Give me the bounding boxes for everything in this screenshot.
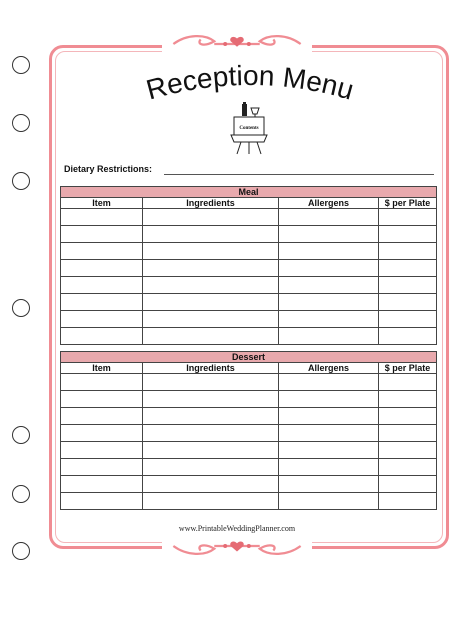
table-cell[interactable] <box>279 311 379 328</box>
table-cell[interactable] <box>143 328 279 345</box>
table-cell[interactable] <box>279 277 379 294</box>
binder-hole-3 <box>12 172 30 190</box>
table-cell[interactable] <box>279 476 379 493</box>
col-allergens: Allergens <box>279 363 379 374</box>
menu-stand-icon <box>226 102 272 156</box>
title-text: Reception Menu <box>142 60 358 106</box>
table-row <box>61 476 437 493</box>
dietary-restrictions-label: Dietary Restrictions: <box>64 164 153 174</box>
table-cell[interactable] <box>61 209 143 226</box>
table-cell[interactable] <box>279 442 379 459</box>
table-cell[interactable] <box>279 328 379 345</box>
table-cell[interactable] <box>143 209 279 226</box>
table-cell[interactable] <box>279 493 379 510</box>
table-cell[interactable] <box>279 260 379 277</box>
table-cell[interactable] <box>379 243 437 260</box>
table-cell[interactable] <box>379 374 437 391</box>
table-cell[interactable] <box>379 391 437 408</box>
svg-text:Reception Menu <box>143 60 357 106</box>
binder-hole-4 <box>12 299 30 317</box>
binder-hole-1 <box>12 56 30 74</box>
binder-hole-7 <box>12 542 30 560</box>
table-cell[interactable] <box>279 226 379 243</box>
table-cell[interactable] <box>379 311 437 328</box>
binder-hole-6 <box>12 485 30 503</box>
table-cell[interactable] <box>143 294 279 311</box>
table-cell[interactable] <box>61 328 143 345</box>
table-cell[interactable] <box>61 493 143 510</box>
table-cell[interactable] <box>379 493 437 510</box>
table-cell[interactable] <box>143 226 279 243</box>
table-cell[interactable] <box>379 425 437 442</box>
table-row <box>61 311 437 328</box>
table-cell[interactable] <box>279 209 379 226</box>
table-cell[interactable] <box>61 476 143 493</box>
top-ornament-icon <box>162 34 312 54</box>
table-cell[interactable] <box>379 408 437 425</box>
table-cell[interactable] <box>379 209 437 226</box>
table-cell[interactable] <box>279 408 379 425</box>
table-row <box>61 391 437 408</box>
dessert-section-title: Dessert <box>61 352 437 363</box>
table-cell[interactable] <box>143 243 279 260</box>
table-cell[interactable] <box>143 311 279 328</box>
table-cell[interactable] <box>279 459 379 476</box>
table-row <box>61 425 437 442</box>
table-cell[interactable] <box>279 374 379 391</box>
table-cell[interactable] <box>379 277 437 294</box>
table-row <box>61 459 437 476</box>
table-cell[interactable] <box>143 425 279 442</box>
table-cell[interactable] <box>143 459 279 476</box>
table-cell[interactable] <box>61 243 143 260</box>
table-cell[interactable] <box>61 459 143 476</box>
table-cell[interactable] <box>143 408 279 425</box>
table-cell[interactable] <box>279 243 379 260</box>
table-cell[interactable] <box>61 226 143 243</box>
dessert-column-headers <box>61 363 437 374</box>
table-cell[interactable] <box>61 391 143 408</box>
table-row <box>61 328 437 345</box>
dessert-section-header <box>61 352 437 363</box>
table-cell[interactable] <box>279 391 379 408</box>
table-cell[interactable] <box>279 294 379 311</box>
col-item: Item <box>61 198 143 209</box>
table-cell[interactable] <box>61 294 143 311</box>
dietary-restrictions-line[interactable] <box>164 174 434 175</box>
table-row <box>61 408 437 425</box>
meal-column-headers <box>61 198 437 209</box>
table-cell[interactable] <box>379 476 437 493</box>
meal-section-title: Meal <box>61 187 437 198</box>
col-price-per-plate: $ per Plate <box>379 363 437 374</box>
col-ingredients: Ingredients <box>143 198 279 209</box>
table-cell[interactable] <box>61 442 143 459</box>
table-cell[interactable] <box>379 226 437 243</box>
table-row <box>61 442 437 459</box>
table-cell[interactable] <box>379 328 437 345</box>
dessert-table <box>60 351 437 510</box>
table-cell[interactable] <box>61 374 143 391</box>
col-item: Item <box>61 363 143 374</box>
table-row <box>61 260 437 277</box>
table-cell[interactable] <box>143 374 279 391</box>
col-allergens: Allergens <box>279 198 379 209</box>
meal-table <box>60 186 437 345</box>
table-row <box>61 226 437 243</box>
table-cell[interactable] <box>61 408 143 425</box>
binder-hole-2 <box>12 114 30 132</box>
table-cell[interactable] <box>143 442 279 459</box>
table-cell[interactable] <box>143 391 279 408</box>
footer-url: www.PrintableWeddingPlanner.com <box>178 524 296 533</box>
table-cell[interactable] <box>379 442 437 459</box>
table-row <box>61 277 437 294</box>
bottom-ornament-icon <box>162 536 312 556</box>
table-cell[interactable] <box>61 260 143 277</box>
table-cell[interactable] <box>379 260 437 277</box>
table-cell[interactable] <box>143 277 279 294</box>
table-cell[interactable] <box>279 425 379 442</box>
table-cell[interactable] <box>143 476 279 493</box>
meal-section-header <box>61 187 437 198</box>
table-cell[interactable] <box>61 311 143 328</box>
table-cell[interactable] <box>61 425 143 442</box>
table-row <box>61 243 437 260</box>
table-cell[interactable] <box>143 493 279 510</box>
binder-hole-5 <box>12 426 30 444</box>
table-row <box>61 374 437 391</box>
table-cell[interactable] <box>379 459 437 476</box>
table-cell[interactable] <box>143 260 279 277</box>
table-row <box>61 209 437 226</box>
table-row <box>61 294 437 311</box>
table-cell[interactable] <box>379 294 437 311</box>
table-cell[interactable] <box>61 277 143 294</box>
col-price-per-plate: $ per Plate <box>379 198 437 209</box>
col-ingredients: Ingredients <box>143 363 279 374</box>
table-row <box>61 493 437 510</box>
contents-label: Contents <box>239 126 259 131</box>
